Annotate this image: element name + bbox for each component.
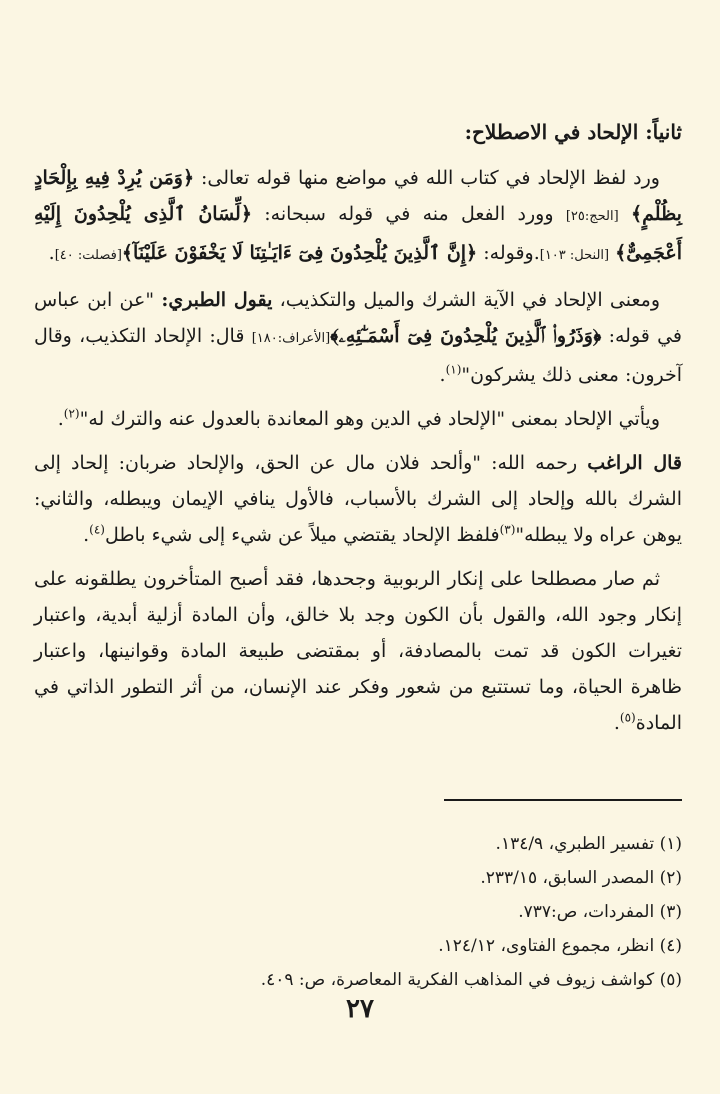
page-number: ٢٧ (346, 994, 374, 1024)
paragraph3-end: . (57, 408, 64, 430)
paragraph-raghib (34, 445, 682, 553)
ref-fussilat: [فصلت: ٤٠] (54, 248, 122, 263)
speaker-raghib: قال الراغب (587, 452, 682, 474)
paragraph2-quote-end: قال: الإلحاد التكذيب، وقال آخرون: معنى ذلك يشركون" (34, 325, 682, 386)
paragraph5-text: ثم صار مصطلحا على إنكار الربوبية وجحدها، فقد أصبح المتأخرون يطلقونه على إنكار وجود الله، والقول بأن الكون وجد بلا خالق، وأن المادة أزلية أبدية، واعتبار تغيرات الكون قد تمت بالمصادفة، أو بمقتضى طبيعة المادة وقوانينها، واعتبار ظاهرة الحياة، وما تستتبع من شعور وفكر عند الإنسان، من أثر التطور الذاتي في المادة (34, 568, 682, 734)
paragraph-meaning (34, 401, 682, 437)
footnote-divider-wrap (34, 749, 682, 827)
footnote-ref-5[interactable]: (٥) (619, 710, 636, 725)
paragraph4-end: . (83, 524, 90, 546)
paragraph2-quote-start: "عن ابن عباس في قوله: (34, 289, 683, 347)
paragraph2-end: . (439, 364, 446, 386)
verse-fussilat: ﴿إِنَّ ٱلَّذِينَ يُلْحِدُونَ فِىٓ ءَايَـٰتِنَا لَا يَخْفَوْنَ عَلَيْنَآ﴾ (121, 242, 478, 264)
paragraph-tabari (34, 282, 682, 393)
ref-hajj: [الحج:٢٥] (565, 209, 619, 224)
paragraph4-text2: فلفظ الإلحاد يقتضي ميلاً عن شيء إلى شيء باطل (104, 524, 500, 546)
paragraph1-mid: وورد الفعل منه في قوله سبحانه: (264, 203, 554, 225)
ref-nahl: [النحل: ١٠٣] (539, 248, 610, 263)
section-title: ثانياً: الإلحاد في الاصطلاح: (464, 120, 682, 144)
verse-hajj: ﴿وَمَن يُرِدْ فِيهِ بِإِلْحَادٍ بِظُلْمٍ﴾ (34, 167, 682, 225)
footnote-ref-2[interactable]: (٢) (63, 406, 80, 421)
footnote-4: (٤) انظر، مجموع الفتاوى، ١٢٤/١٢. (438, 936, 682, 956)
verse-nahl: ﴿لِّسَانُ ٱلَّذِى يُلْحِدُونَ إِلَيْهِ أَعْجَمِىٌّ﴾ (34, 203, 682, 264)
paragraph2-intro: ومعنى الإلحاد في الآية الشرك والميل والتكذيب، (279, 289, 661, 311)
paragraph5-end: . (613, 712, 620, 734)
paragraph-quran-usage (34, 160, 682, 274)
paragraph4-text: رحمه الله: "وألحد فلان مال عن الحق، والإلحاد ضربان: إلحاد إلى الشرك بالله وإلحاد إلى الشرك بالأسباب، فالأول ينافي الإيمان ويبطله، والثاني: يوهن عراه ولا يبطله" (34, 452, 682, 546)
footnote-2: (٢) المصدر السابق، ٢٣٣/١٥. (480, 868, 682, 888)
paragraph1-intro: ورد لفظ الإلحاد في كتاب الله في مواضع منها قوله تعالى: (201, 167, 660, 189)
ref-araf: [الأعراف:١٨٠] (251, 331, 331, 346)
footnote-5: (٥) كواشف زيوف في المذاهب الفكرية المعاصرة، ص: ٤٠٩. (260, 970, 682, 990)
paragraph3-text: ويأتي الإلحاد بمعنى "الإلحاد في الدين وهو المعاندة بالعدول عنه والترك له" (79, 408, 660, 430)
footnote-ref-3[interactable]: (٣) (499, 522, 516, 537)
speaker-tabari: يقول الطبري: (161, 289, 273, 311)
paragraph-term (34, 561, 682, 741)
footnote-1: (١) تفسير الطبري، ١٣٤/٩. (495, 834, 682, 854)
paragraph1-mid2: .وقوله: (483, 242, 540, 264)
footnote-divider (444, 799, 682, 801)
paragraph1-end: . (48, 242, 55, 264)
footnote-3: (٣) المفردات، ص:٧٣٧. (518, 902, 682, 922)
footnote-ref-4[interactable]: (٤) (89, 522, 105, 537)
footnote-ref-1[interactable]: (١) (445, 362, 462, 377)
footnotes-list (34, 827, 682, 997)
verse-araf: ﴿وَذَرُوا۟ ٱلَّذِينَ يُلْحِدُونَ فِىٓ أَسْمَـٰٓئِهِۦ﴾ (330, 325, 602, 347)
